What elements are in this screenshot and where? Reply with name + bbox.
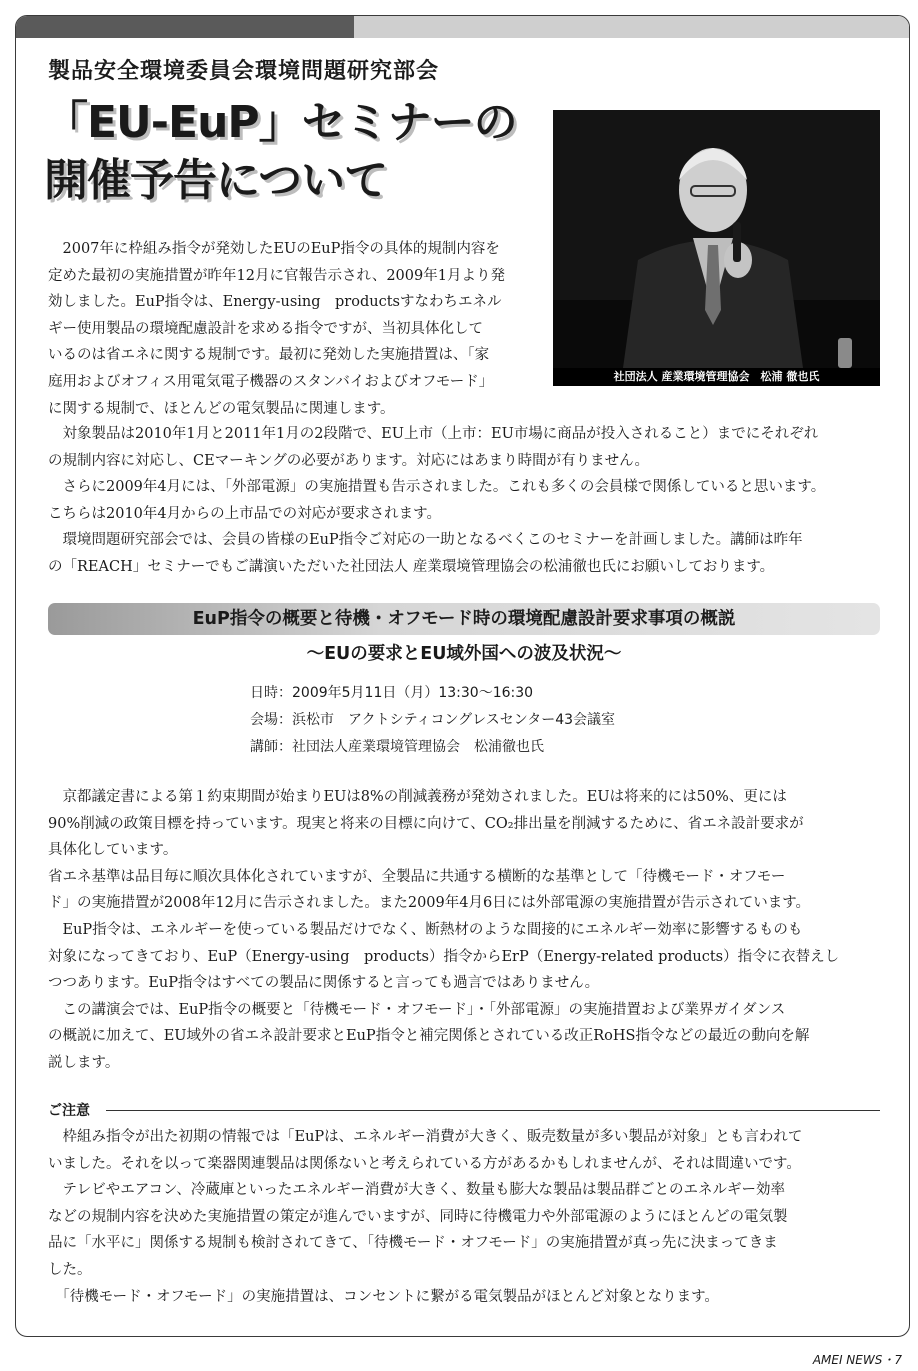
text-line: 90%削減の政策目標を持っています。現実と将来の目標に向けて、CO₂排出量を削減するために、省エネ設計要求が xyxy=(48,815,804,832)
notice-divider xyxy=(106,1110,880,1111)
text-line: の規制内容に対応し、CEマーキングの必要があります。対応にはあまり時間が有りません。 xyxy=(48,452,649,469)
seminar-date: 日時：2009年5月11日（月）13:30～16:30 xyxy=(250,685,534,701)
page-footer: AMEI NEWS・7 xyxy=(812,1353,902,1367)
text-line: の概説に加えて、EU域外の省エネ設計要求とEuP指令と補完関係とされている改正RoHS指令などの最近の動向を解 xyxy=(48,1028,810,1045)
text-line: 具体化しています。 xyxy=(48,842,178,859)
text-line: 対象になってきており、EuP（Energy-using products）指令からErP（Energy-related products）指令に衣替えし xyxy=(48,948,840,965)
text-line: した。 xyxy=(48,1262,92,1278)
seminar-venue: 会場：浜松市 アクトシティコングレスセンター43会議室 xyxy=(250,712,616,728)
text-line: 枠組み指令が出た初期の情報では「EuPは、エネルギー消費が大きく、販売数量が多い製品が対象」とも言われて xyxy=(48,1129,803,1145)
text-line: こちらは2010年4月からの上市品での対応が要求されます。 xyxy=(48,505,441,522)
text-line: などの規制内容を決めた実施措置の策定が進んでいますが、同時に待機電力や外部電源のようにほとんどの電気製 xyxy=(48,1208,788,1225)
header-bar-dark xyxy=(16,16,354,38)
text-line: 環境問題研究部会では、会員の皆様のEuP指令ご対応の一助となるべくこのセミナーを計画しました。講師は昨年 xyxy=(48,532,803,549)
text-line: いました。それを以って楽器関連製品は関係ないと考えられている方があるかもしれませんが、それは間違いです。 xyxy=(48,1155,801,1172)
notice-heading xyxy=(48,1100,880,1120)
text-line: さらに2009年4月には、「外部電源」の実施措置も告示されました。これも多くの会員様で関係していると思います。 xyxy=(48,479,826,496)
text-line: 効しました。EuP指令は、Energy-using productsすなわちエネル xyxy=(48,294,502,311)
text-line: の「REACH」セミナーでもご講演いただいた社団法人 産業環境管理協会の松浦徹也氏にお願いしております。 xyxy=(48,559,775,575)
committee-subtitle: 製品安全環境委員会環境問題研究部会 xyxy=(48,59,440,84)
text-line: 対象製品は2010年1月と2011年1月の2段階で、EU上市（上市：EU市場に商品が投入されること）までにそれぞれ xyxy=(48,426,819,442)
seminar-lecturer: 講師：社団法人産業環境管理協会 松浦徹也氏 xyxy=(250,739,544,755)
notice-heading-label: ご注意 xyxy=(48,1103,90,1119)
text-line: 説します。 xyxy=(48,1055,120,1071)
text-line: EuP指令は、エネルギーを使っている製品だけでなく、断熱材のような間接的にエネルギー効率に影響するものも xyxy=(48,922,803,938)
text-line: 「待機モード・オフモード」の実施措置は、コンセントに繋がる電気製品がほとんど対象となります。 xyxy=(48,1288,719,1305)
text-line: 定めた最初の実施措置が昨年12月に官報告示され、2009年1月より発 xyxy=(48,267,505,284)
header-bar-light xyxy=(354,16,909,38)
text-line: つつあります。EuP指令はすべての製品に関係すると言っても過言ではありません。 xyxy=(48,975,600,992)
photo-caption: 社団法人 産業環境管理協会 松浦 徹也氏 xyxy=(553,368,880,386)
seminar-subtitle: ～EUの要求とEU域外国への波及状況～ xyxy=(306,644,622,664)
text-line: 2007年に枠組み指令が発効したEUのEuP指令の具体的規制内容を xyxy=(48,241,500,257)
text-line: ギー使用製品の環境配慮設計を求める指令ですが、当初具体化して xyxy=(48,320,483,337)
speaker-illustration xyxy=(553,110,880,386)
seminar-title-banner: EuP指令の概要と待機・オフモード時の環境配慮設計要求事項の概説 xyxy=(48,603,880,635)
text-line: 庭用およびオフィス用電気電子機器のスタンバイおよびオフモード」 xyxy=(48,374,494,390)
title-line-1: 「EU-EuP」セミナーの xyxy=(44,97,517,148)
speaker-photo xyxy=(553,110,880,386)
title-line-2: 開催予告について xyxy=(44,155,388,206)
text-line: いるのは省エネに関する規制です。最初に発効した実施措置は、「家 xyxy=(48,347,490,364)
page-title xyxy=(44,94,517,210)
text-line: 省エネ基準は品目毎に順次具体化されていますが、全製品に共通する横断的な基準として「待機モード・オフモー xyxy=(48,868,786,885)
text-line: この講演会では、EuP指令の概要と「待機モード・オフモード」・「外部電源」の実施措置および業界ガイダンス xyxy=(48,1001,786,1018)
text-line: ド」の実施措置が2008年12月に告示されました。また2009年4月6日には外部電源の実施措置が告示されています。 xyxy=(48,895,811,912)
text-line: 京都議定書による第１約束期間が始まりEUは8%の削減義務が発効されました。EUは将来的には50%、更には xyxy=(48,789,787,805)
text-line: に関する規制で、ほとんどの電気製品に関連します。 xyxy=(48,400,395,417)
text-line: テレビやエアコン、冷蔵庫といったエネルギー消費が大きく、数量も膨大な製品は製品群ごとのエネルギー効率 xyxy=(48,1182,786,1199)
text-line: 品に「水平に」関係する規制も検討されてきて、「待機モード・オフモード」の実施措置が真っ先に決まってきま xyxy=(48,1235,778,1252)
